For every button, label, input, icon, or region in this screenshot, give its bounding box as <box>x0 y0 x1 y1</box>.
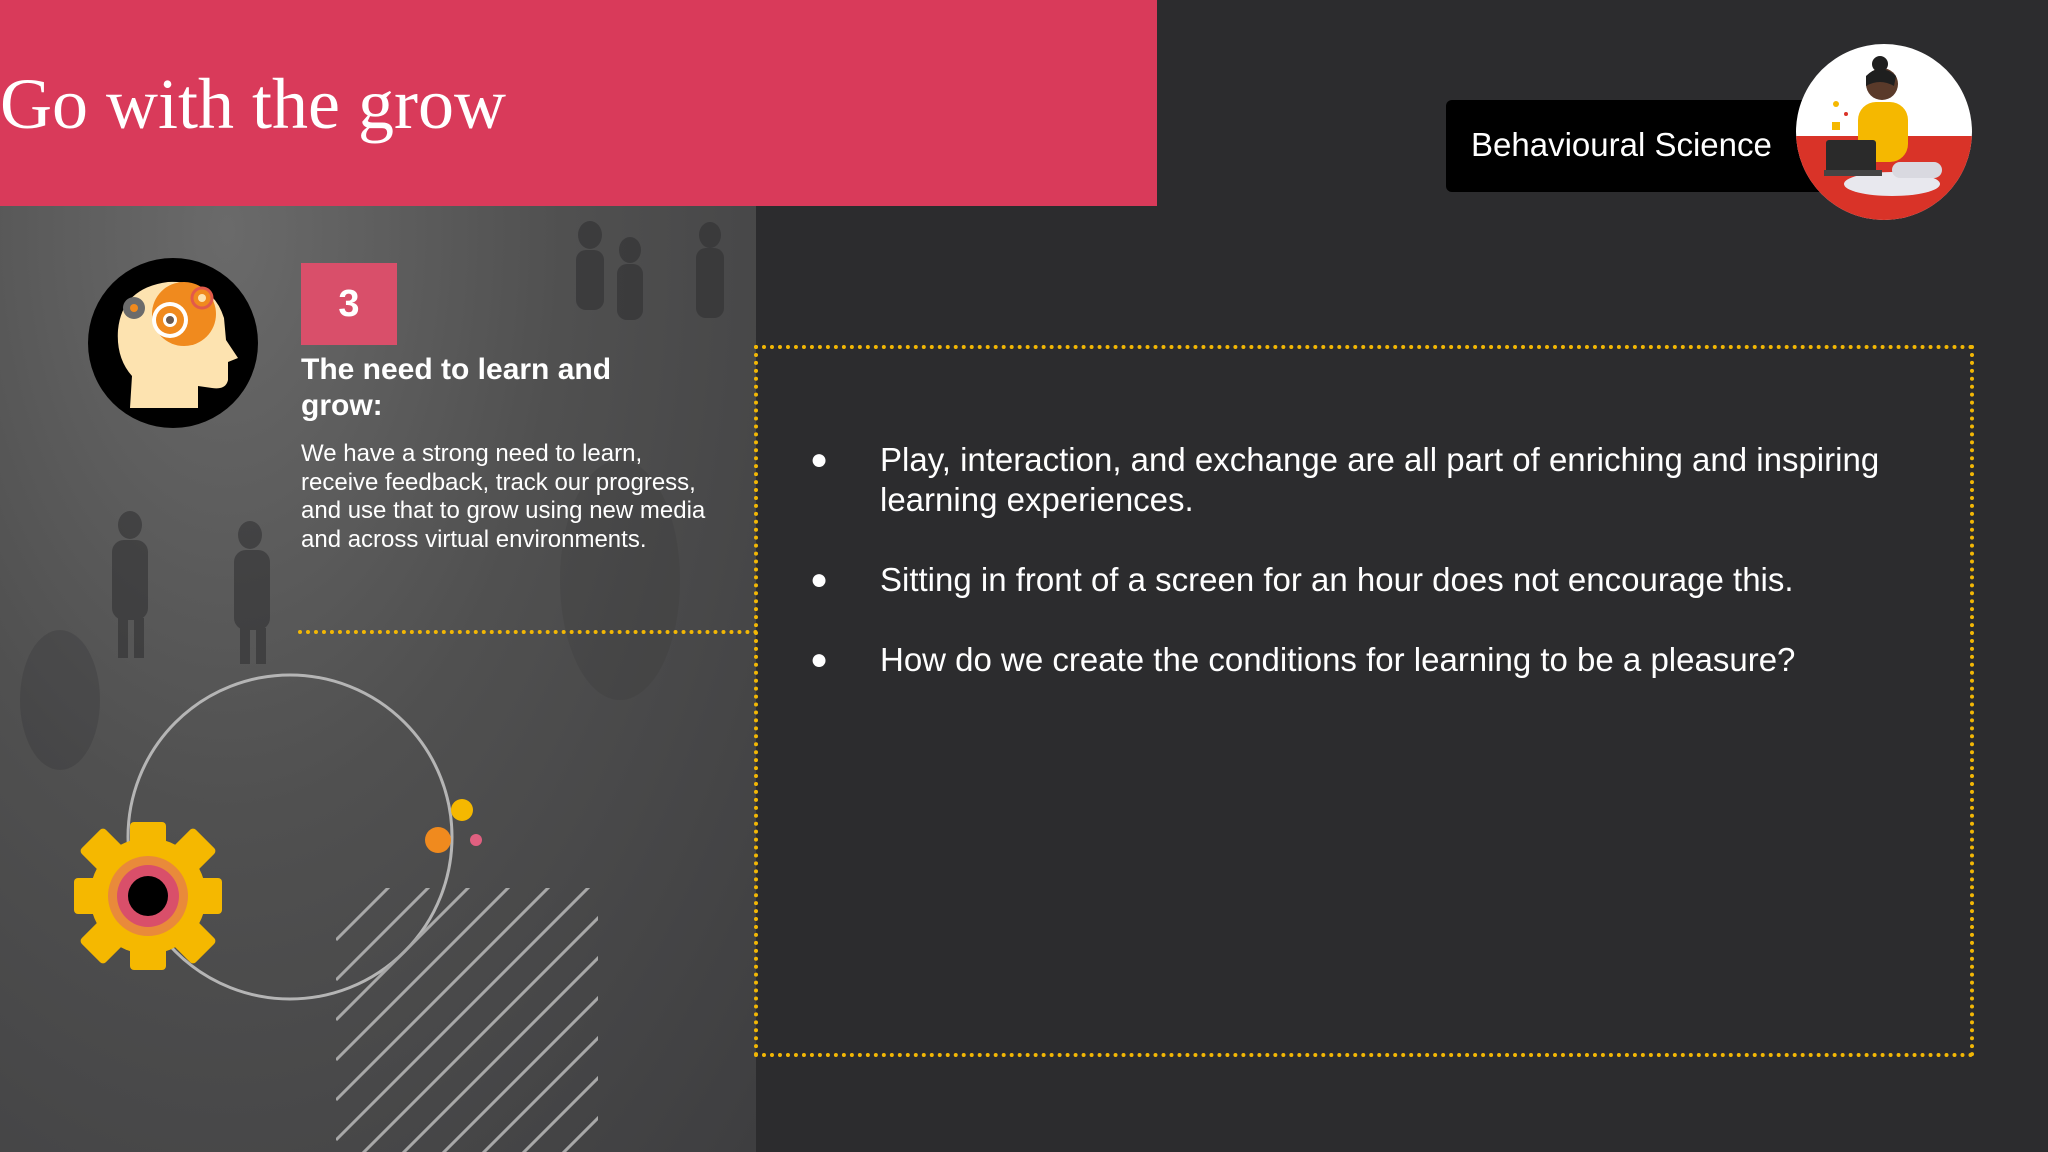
gear-icon <box>74 822 222 970</box>
person-with-laptop-avatar <box>1796 44 1972 220</box>
orbit-circle <box>128 675 452 999</box>
bullet-marker: ● <box>810 643 829 676</box>
title-bar <box>0 0 1157 206</box>
section-heading: The need to learn and grow: <box>301 353 612 422</box>
category-badge <box>1446 100 1826 192</box>
floating-dots <box>425 799 482 853</box>
bullet-text: Play, interaction, and exchange are all part of enriching and inspiring learning experiences. <box>880 441 1880 518</box>
bullet-text: Sitting in front of a screen for an hour does not encourage this. <box>880 561 1794 598</box>
list-item <box>800 560 1940 600</box>
head-with-gears-icon <box>88 258 258 428</box>
list-item <box>800 640 1940 680</box>
bullet-text: How do we create the conditions for learning to be a pleasure? <box>880 641 1796 678</box>
section-number: 3 <box>301 263 397 345</box>
dotted-divider <box>298 630 758 634</box>
page-title: Go with the grow <box>0 64 506 144</box>
diagonal-hatching <box>336 876 760 1152</box>
bullet-marker: ● <box>810 563 829 596</box>
section-body: We have a strong need to learn, receive feedback, track our progress, and use that to grow using new media and across virtual environments. <box>301 440 706 553</box>
badge-label: Behavioural Science <box>1471 126 1772 163</box>
bullet-marker: ● <box>810 443 829 476</box>
bullet-list <box>800 440 1940 720</box>
list-item <box>800 440 1940 520</box>
